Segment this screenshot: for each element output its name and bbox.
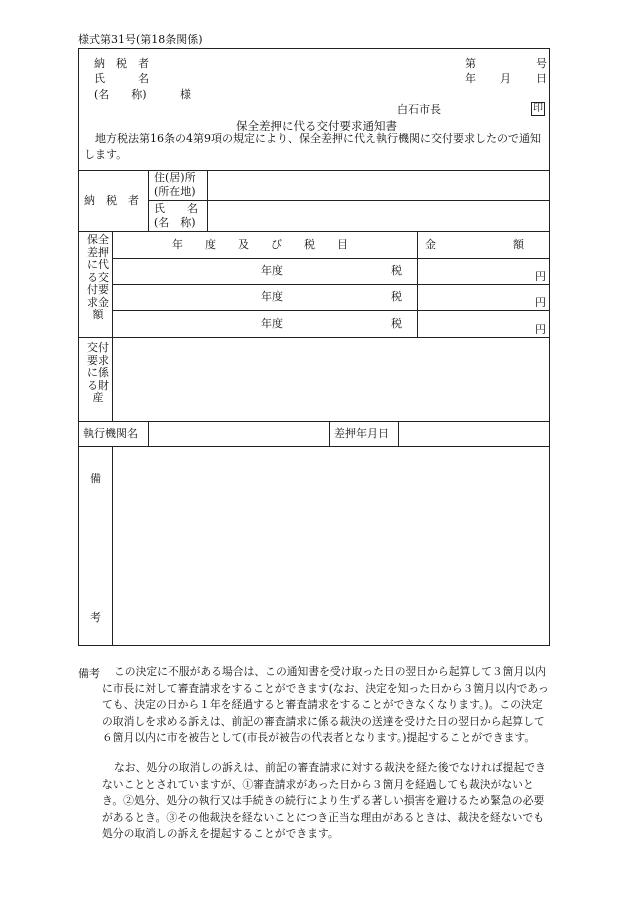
date-month-label: 月 bbox=[500, 72, 511, 85]
divider-amount-row2 bbox=[112, 310, 550, 311]
header-name-paren-label: (名 称) bbox=[94, 88, 147, 101]
divider-remarks-col bbox=[112, 446, 113, 646]
address-label-line2: (所在地) bbox=[154, 185, 196, 198]
divider-exec-bottom bbox=[78, 446, 550, 447]
row1-yen: 円 bbox=[535, 270, 546, 283]
divider-amount-header bbox=[112, 258, 550, 259]
taxpayer-section-label: 納 税 者 bbox=[84, 194, 139, 207]
row2-year: 年度 bbox=[261, 290, 283, 303]
row1-tax: 税 bbox=[391, 264, 402, 277]
divider-taxpayer-col2 bbox=[207, 170, 208, 231]
divider-amount-bottom bbox=[78, 337, 550, 338]
seizure-date-label: 差押年月日 bbox=[334, 427, 389, 440]
divider-exec-col3 bbox=[398, 421, 399, 446]
amount-side-label: 保全差押に代る交付要求金額 bbox=[87, 233, 109, 321]
year-tax-header: 年 度 及 び 税 目 bbox=[172, 238, 348, 251]
address-label-line1: 住(居)所 bbox=[154, 171, 196, 184]
amount-header: 金 額 bbox=[425, 238, 524, 251]
date-year-label: 年 bbox=[465, 72, 476, 85]
form-number-label: 様式第31号(第18条関係) bbox=[78, 33, 203, 46]
document-title: 保全差押に代る交付要求通知書 bbox=[236, 119, 397, 133]
divider-exec-col1 bbox=[148, 421, 149, 446]
divider-amount-row1 bbox=[112, 284, 550, 285]
name-label-line1: 氏 名 bbox=[154, 202, 198, 215]
date-day-label: 日 bbox=[536, 72, 547, 85]
divider-taxpayer-mid bbox=[148, 200, 550, 201]
execution-agency-label: 執行機関名 bbox=[83, 427, 138, 440]
remarks-label-bottom: 考 bbox=[90, 611, 101, 624]
number-go-label: 号 bbox=[536, 57, 547, 70]
mayor-label: 白石市長 bbox=[397, 103, 441, 116]
divider-side-label-col bbox=[112, 231, 113, 421]
remarks-label-top: 備 bbox=[90, 472, 101, 485]
divider-exec-col2 bbox=[329, 421, 330, 446]
divider-taxpayer-col1 bbox=[148, 170, 149, 231]
notes-paragraph-1: この決定に不服がある場合は、この通知書を受け取った日の翌日から起算して３箇月以内に市長に対して審査請求をすることができます(なお、決定を知った日から３箇月以内であっても、決定の日から１年を経過すると審査請求をすることができなくなります。)。この決定の取消しを求める訴えは、前記の審査請求に係る裁決の送達を受けた日の翌日から起算して６箇月以内に市を被告として(市長が被告の代表者となります。)提起することができます。 bbox=[102, 665, 549, 744]
row1-year: 年度 bbox=[261, 264, 283, 277]
property-side-label: 交付要求に係る財産 bbox=[87, 341, 109, 404]
notes-heading: 備考 bbox=[78, 667, 100, 680]
seal-mark: 印 bbox=[533, 103, 543, 114]
header-taxpayer-label: 納 税 者 bbox=[94, 57, 149, 70]
number-dai-label: 第 bbox=[465, 57, 476, 70]
row2-yen: 円 bbox=[535, 296, 546, 309]
row3-year: 年度 bbox=[261, 317, 283, 330]
divider-taxpayer-bottom bbox=[78, 231, 550, 232]
header-sama-label: 様 bbox=[180, 88, 191, 101]
notes-paragraph-2: なお、処分の取消しの訴えは、前記の審査請求に対する裁決を経た後でなければ提起できないこととされていますが、①審査請求があった日から３箇月を経過しても裁決がないとき。②処分、処分の執行又は手続きの続行により生ずる著しい損害を避けるため緊急の必要があるとき。③その他裁決を経ないことにつき正当な理由があるときは、裁決を経ないでも処分の取消しの訴えを提起することができます。 bbox=[102, 761, 546, 840]
header-name-label: 氏 名 bbox=[94, 72, 149, 85]
name-label-line2: (名 称) bbox=[154, 216, 196, 229]
row3-yen: 円 bbox=[535, 323, 546, 336]
intro-text: 地方税法第16条の4第9項の規定により、保全差押に代え執行機関に交付要求したので通知します。 bbox=[84, 132, 541, 161]
row2-tax: 税 bbox=[391, 290, 402, 303]
row3-tax: 税 bbox=[391, 317, 402, 330]
